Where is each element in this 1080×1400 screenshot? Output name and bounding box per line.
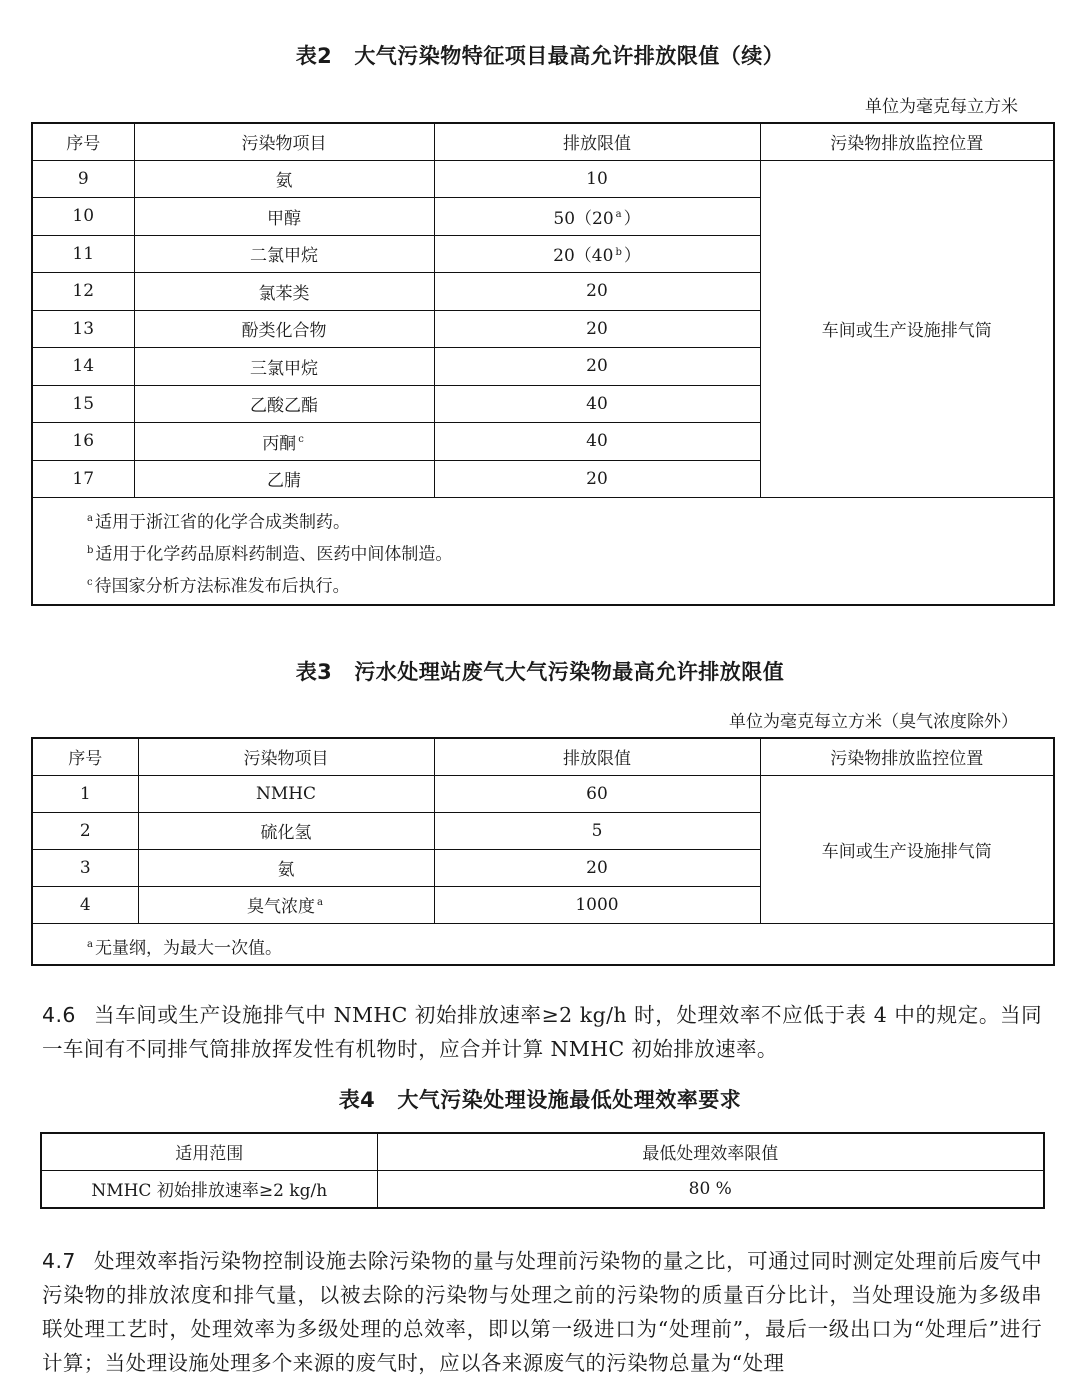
pollutant-item xyxy=(138,849,434,886)
table2-unit: 单位为毫克每立方米 xyxy=(865,97,1018,117)
pollutant-item xyxy=(134,423,434,461)
table4-cell-scope: NMHC 初始排放速率≥2 kg/h xyxy=(41,1170,377,1208)
pollutant-name: 丙酮 xyxy=(262,433,297,454)
section-4-7 xyxy=(42,1244,1042,1380)
table3-caption xyxy=(0,656,1080,686)
emission-limit xyxy=(434,460,760,498)
limit-value: 20 xyxy=(586,318,608,339)
footnote-mark: a xyxy=(317,897,323,909)
table4-header-scope: 适用范围 xyxy=(41,1133,377,1170)
footnote-mark: a xyxy=(87,938,93,950)
row-number: 16 xyxy=(32,423,134,461)
row-number: 9 xyxy=(32,160,134,198)
table2-body xyxy=(32,123,1054,605)
pollutant-item xyxy=(134,348,434,386)
limit-value: 1000 xyxy=(575,894,619,915)
pollutant-name: 乙酸乙酯 xyxy=(250,396,318,417)
pollutant-item xyxy=(134,235,434,273)
pollutant-item xyxy=(134,160,434,198)
emission-limit xyxy=(434,160,760,198)
table2 xyxy=(31,122,1055,606)
limit-value: 40 xyxy=(586,431,608,452)
row-number: 2 xyxy=(32,812,138,849)
limit-alt-value: （20 xyxy=(575,208,614,229)
footnote-mark: a xyxy=(87,513,93,524)
table4-title: 大气污染处理设施最低处理效率要求 xyxy=(397,1088,742,1112)
limit-value: 20 xyxy=(586,356,608,377)
pollutant-name: 三氯甲烷 xyxy=(250,358,318,379)
monitoring-location: 车间或生产设施排气筒 xyxy=(760,775,1054,923)
section-4-6-text: 当车间或生产设施排气中 NMHC 初始排放速率≥2 kg/h 时，处理效率不应低于表 4 中的规定。当同一车间有不同排气筒排放挥发性有机物时，应合并计算 NMHC 初始排放速率。 xyxy=(42,1003,1042,1061)
table2-notes-row xyxy=(32,498,1054,606)
section-4-6-number: 4.6 xyxy=(42,1003,76,1027)
limit-value: 20 xyxy=(586,468,608,489)
limit-alt-close: ） xyxy=(623,246,641,267)
pollutant-item xyxy=(134,273,434,311)
pollutant-name: 臭气浓度 xyxy=(247,897,316,917)
note-text: 待国家分析方法标准发布后执行。 xyxy=(94,576,350,597)
table2-header-2: 排放限值 xyxy=(434,123,760,160)
pollutant-item xyxy=(138,775,434,812)
table3-header-row xyxy=(32,738,1054,775)
footnote-mark: b xyxy=(615,246,622,258)
pollutant-item xyxy=(138,812,434,849)
emission-limit xyxy=(434,812,760,849)
table3-header-3: 污染物排放监控位置 xyxy=(760,738,1054,775)
footnote-mark: a xyxy=(615,209,622,221)
emission-limit xyxy=(434,849,760,886)
table2-notes xyxy=(32,498,1054,606)
emission-limit xyxy=(434,310,760,348)
table2-title: 大气污染物特征项目最高允许排放限值（续） xyxy=(354,44,785,68)
limit-value: 50 xyxy=(553,208,576,229)
emission-limit xyxy=(434,235,760,273)
row-number: 4 xyxy=(32,886,138,923)
footnote-mark: c xyxy=(87,577,93,588)
table2-header-1: 污染物项目 xyxy=(134,123,434,160)
emission-limit xyxy=(434,886,760,923)
row-number: 10 xyxy=(32,198,134,236)
table-row xyxy=(32,160,1054,198)
table3-header-2: 排放限值 xyxy=(434,738,760,775)
pollutant-name: 氯苯类 xyxy=(258,283,310,304)
note-text: 无量纲，为最大一次值。 xyxy=(94,938,282,959)
pollutant-item xyxy=(138,886,434,923)
table4-header-efficiency: 最低处理效率限值 xyxy=(377,1133,1044,1170)
emission-limit xyxy=(434,273,760,311)
table4-number: 表4 xyxy=(338,1088,376,1112)
table2-header-3: 污染物排放监控位置 xyxy=(760,123,1054,160)
note-line xyxy=(85,503,1053,535)
table3-number: 表3 xyxy=(295,660,333,684)
emission-limit xyxy=(434,198,760,236)
table2-caption xyxy=(0,40,1080,70)
table3-body xyxy=(32,738,1054,965)
section-4-7-text: 处理效率指污染物控制设施去除污染物的量与处理前污染物的量之比，可通过同时测定处理前后废气中污染物的排放浓度和排气量，以被去除的污染物与处理之前的污染物的质量百分比计，当处理设施为多级串联处理工艺时，处理效率为多级处理的总效率，即以第一级进口为“处理前”，最后一级出口为“处理后”进行计算；当处理设施处理多个来源的废气时，应以各来源废气的污染物总量为“处理 xyxy=(42,1249,1042,1375)
row-number: 1 xyxy=(32,775,138,812)
section-4-7-number: 4.7 xyxy=(42,1249,76,1273)
emission-limit xyxy=(434,423,760,461)
pollutant-item xyxy=(134,198,434,236)
row-number: 17 xyxy=(32,460,134,498)
limit-value: 5 xyxy=(591,820,603,841)
limit-value: 40 xyxy=(586,393,608,414)
note-text: 适用于浙江省的化学合成类制药。 xyxy=(94,512,350,533)
table4-cell-efficiency: 80 % xyxy=(377,1170,1044,1208)
pollutant-name: 氨 xyxy=(275,171,293,192)
limit-value: 60 xyxy=(586,783,608,804)
note-line xyxy=(85,929,1053,959)
limit-value: 20 xyxy=(586,857,608,878)
table2-number: 表2 xyxy=(295,44,333,68)
pollutant-name: NMHC xyxy=(255,783,317,804)
pollutant-item xyxy=(134,460,434,498)
pollutant-item xyxy=(134,310,434,348)
table3-header-0: 序号 xyxy=(32,738,138,775)
footnote-mark: b xyxy=(87,545,94,556)
table3-notes-row xyxy=(32,923,1054,965)
pollutant-name: 氨 xyxy=(277,860,295,880)
footnote-mark: c xyxy=(298,434,304,446)
row-number: 13 xyxy=(32,310,134,348)
table3-header-1: 污染物项目 xyxy=(138,738,434,775)
table4-row xyxy=(41,1170,1044,1208)
emission-limit xyxy=(434,348,760,386)
table3 xyxy=(31,737,1055,966)
row-number: 12 xyxy=(32,273,134,311)
row-number: 3 xyxy=(32,849,138,886)
note-line xyxy=(85,535,1053,567)
emission-limit xyxy=(434,775,760,812)
row-number: 14 xyxy=(32,348,134,386)
table3-notes xyxy=(32,923,1054,965)
table3-unit: 单位为毫克每立方米（臭气浓度除外） xyxy=(729,712,1018,732)
table2-header-0: 序号 xyxy=(32,123,134,160)
row-number: 15 xyxy=(32,385,134,423)
section-4-6 xyxy=(42,998,1042,1066)
pollutant-name: 乙腈 xyxy=(267,471,301,492)
limit-value: 10 xyxy=(586,168,608,189)
table3-title: 污水处理站废气大气污染物最高允许排放限值 xyxy=(354,660,785,684)
table2-header-row xyxy=(32,123,1054,160)
pollutant-name: 二氯甲烷 xyxy=(250,246,318,267)
limit-value: 20 xyxy=(553,246,575,267)
pollutant-item xyxy=(134,385,434,423)
emission-limit xyxy=(434,385,760,423)
monitoring-location: 车间或生产设施排气筒 xyxy=(760,160,1054,498)
limit-alt-value: （40 xyxy=(574,246,614,267)
limit-alt-close: ） xyxy=(623,208,641,229)
table-row xyxy=(32,775,1054,812)
limit-value: 20 xyxy=(586,281,608,302)
table4-header-row xyxy=(41,1133,1044,1170)
table4 xyxy=(40,1132,1045,1209)
table4-caption xyxy=(0,1084,1080,1114)
note-line xyxy=(85,567,1053,599)
pollutant-name: 硫化氢 xyxy=(260,823,312,843)
row-number: 11 xyxy=(32,235,134,273)
note-text: 适用于化学药品原料药制造、医药中间体制造。 xyxy=(95,544,453,565)
pollutant-name: 酚类化合物 xyxy=(241,321,327,342)
pollutant-name: 甲醇 xyxy=(267,208,301,229)
